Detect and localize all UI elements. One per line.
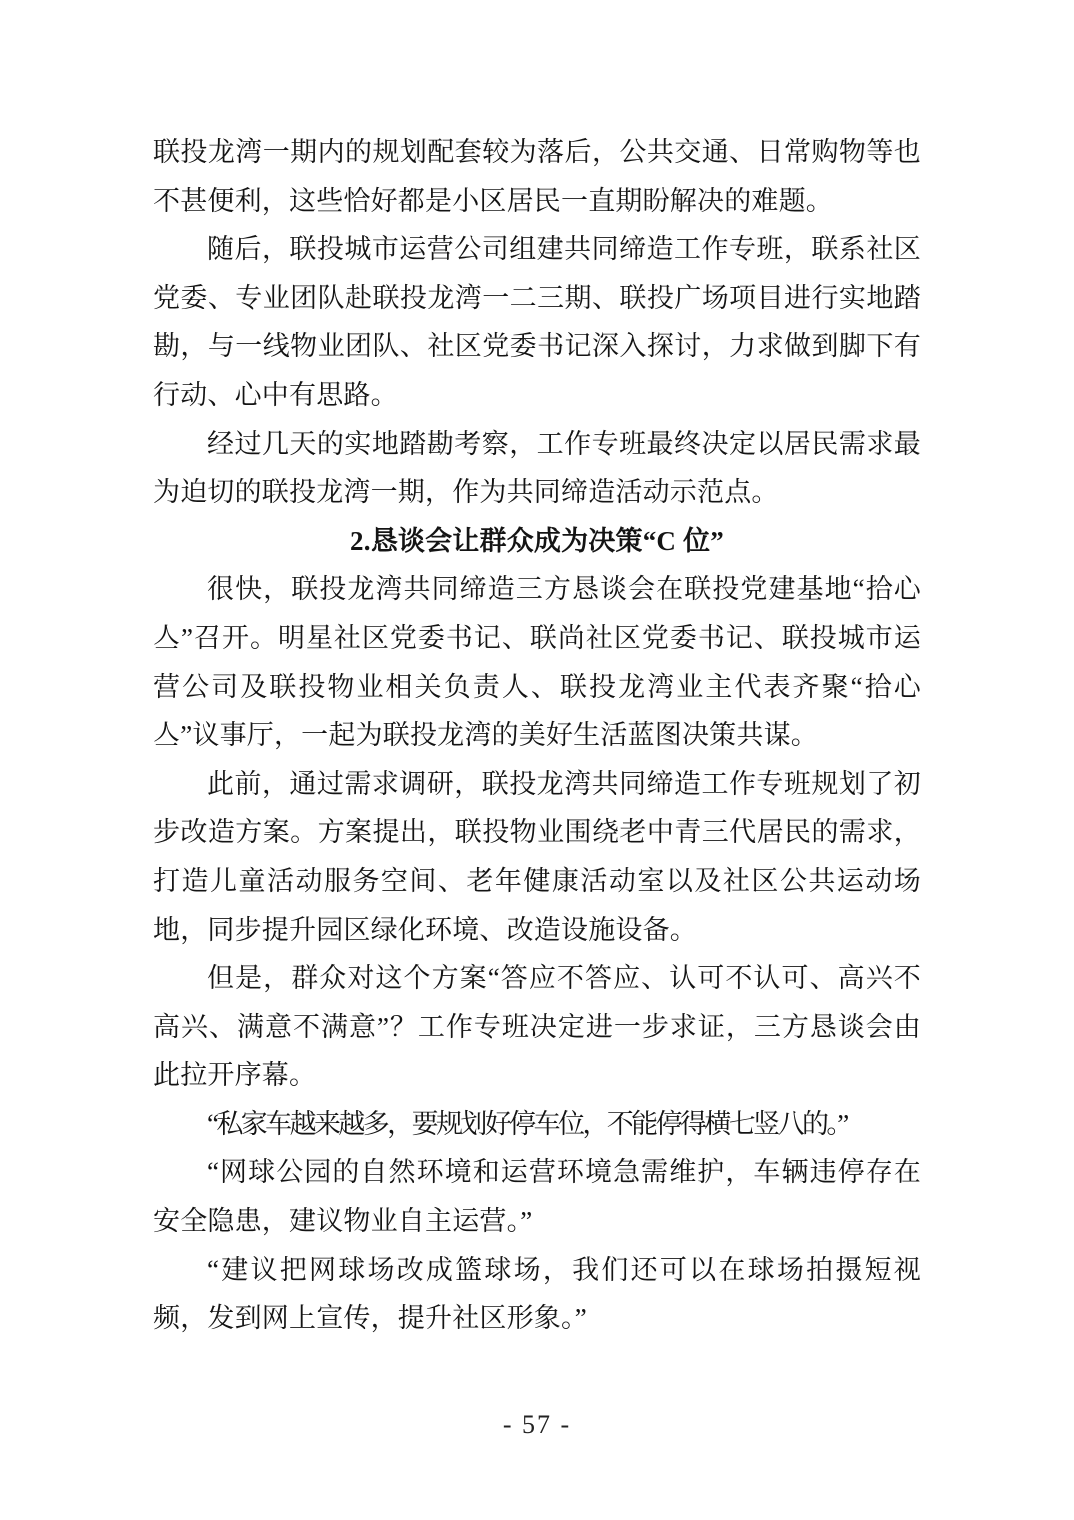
quote-paragraph: “网球公园的自然环境和运营环境急需维护，车辆违停存在安全隐患，建议物业自主运营。”: [153, 1157, 921, 1237]
paragraph: 随后，联投城市运营公司组建共同缔造工作专班，联系社区党委、专业团队赴联投龙湾一二三期、联投广场项目进行实地踏勘，与一线物业团队、社区党委书记深入探讨，力求做到脚下有行动、心中有思路。: [153, 234, 921, 410]
quote-paragraph: “私家车越来越多，要规划好停车位，不能停得横七竖八的。”: [207, 1108, 847, 1139]
paragraph: 但是，群众对这个方案“答应不答应、认可不认可、高兴不高兴、满意不满意”？工作专班决定进一步求证，三方恳谈会由此拉开序幕。: [153, 963, 921, 1091]
paragraph: 很快，联投龙湾共同缔造三方恳谈会在联投党建基地“拾心亼”召开。明星社区党委书记、联尚社区党委书记、联投城市运营公司及联投物业相关负责人、联投龙湾业主代表齐聚“拾心亼”议事厅，一起为联投龙湾的美好生活蓝图决策共谋。: [153, 574, 921, 751]
paragraph-continuation: 联投龙湾一期内的规划配套较为落后，公共交通、日常购物等也不甚便利，这些恰好都是小区居民一直期盼解决的难题。: [153, 137, 921, 216]
paragraph: 经过几天的实地踏勘考察，工作专班最终决定以居民需求最为迫切的联投龙湾一期，作为共同缔造活动示范点。: [153, 428, 921, 508]
quote-paragraph: “建议把网球场改成篮球场，我们还可以在球场拍摄短视频，发到网上宣传，提升社区形象。”: [153, 1254, 921, 1334]
page-footer: [0, 1410, 1074, 1440]
page-number: - 57 -: [502, 1410, 572, 1439]
paragraph: 此前，通过需求调研，联投龙湾共同缔造工作专班规划了初步改造方案。方案提出，联投物业围绕老中青三代居民的需求，打造儿童活动服务空间、老年健康活动室以及社区公共运动场地，同步提升园区绿化环境、改造设施设备。: [153, 768, 921, 945]
document-body: [153, 128, 921, 1343]
section-heading: 2.恳谈会让群众成为决策“C 位”: [350, 525, 724, 556]
